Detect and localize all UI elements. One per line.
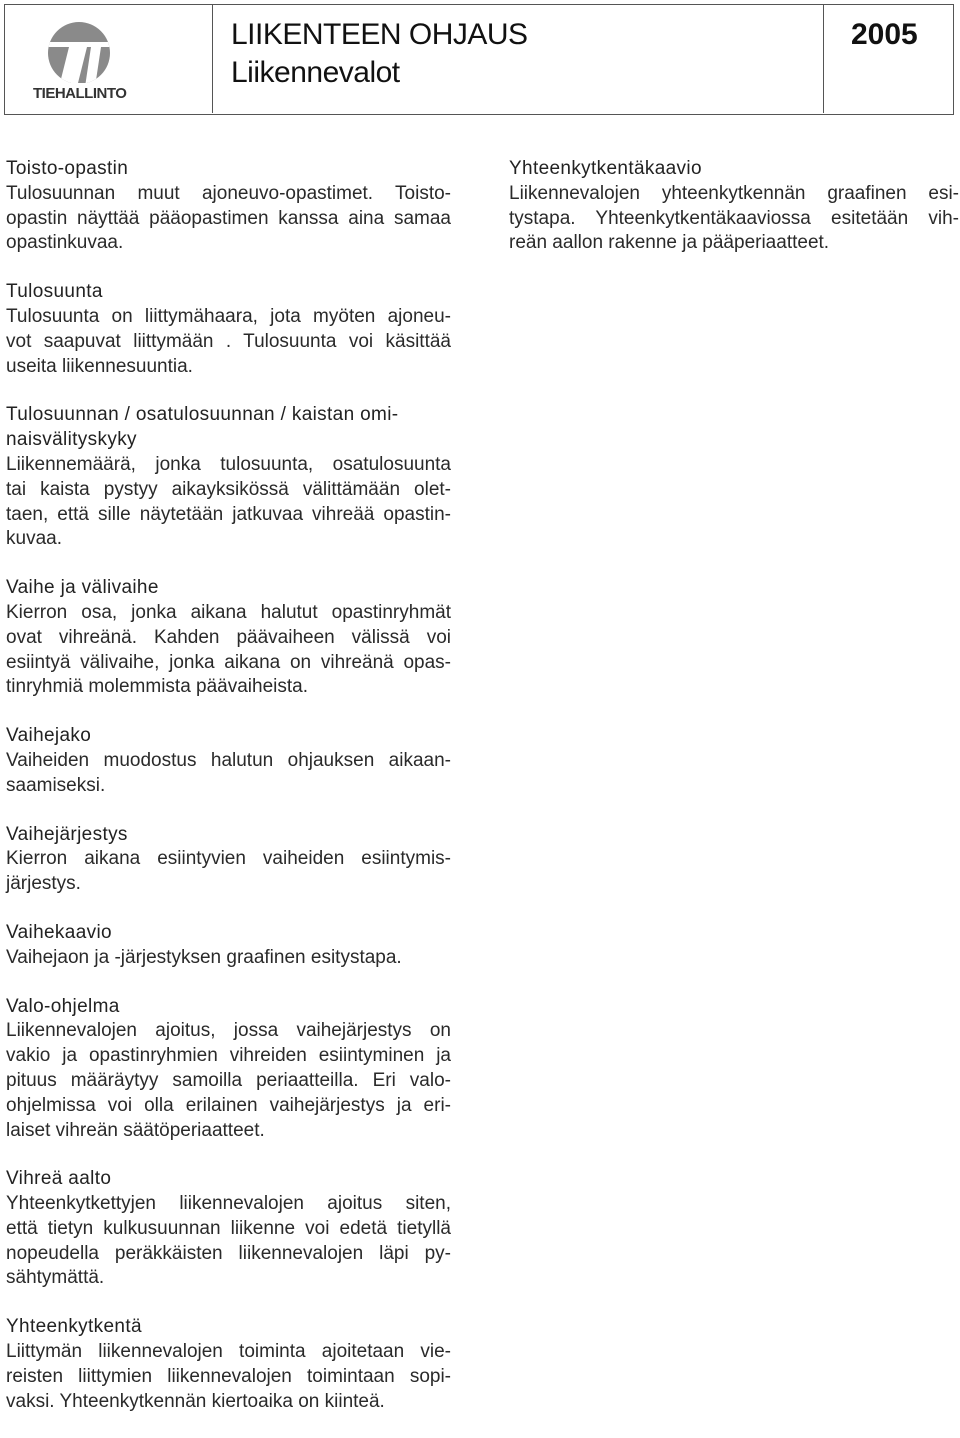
definition-line: vakio ja opastinryhmien vihreiden esiintyminen ja [6, 1045, 451, 1067]
glossary-term: Toisto-opastin [6, 158, 129, 179]
document-subtitle: Liikennevalot [231, 56, 400, 89]
glossary-entry [6, 724, 451, 798]
glossary-entry [6, 576, 451, 700]
left-column [6, 157, 451, 1438]
definition-line: Yhteenkytkettyjen liikennevalojen ajoitus siten, [6, 1193, 451, 1215]
definition-line: sähtymättä. [6, 1267, 105, 1289]
definition-line: että tietyn kulkusuunnan liikenne voi edetä tietyllä [6, 1217, 451, 1239]
glossary-term: Vaihekaavio [6, 921, 112, 943]
glossary-definition [6, 305, 451, 379]
glossary-term: Tulosuunta [6, 281, 103, 303]
definition-line: Kierron aikana esiintyvien vaiheiden esiintymis- [6, 848, 451, 870]
definition-line: opastin näyttää pääopastimen kanssa aina samaa [6, 207, 451, 229]
definition-line: tinryhmiä molemmista päävaiheista. [6, 676, 309, 698]
glossary-definition [6, 749, 451, 799]
definition-line: Tulosuunnan muut ajoneuvo-opastimet. Toisto- [6, 182, 451, 204]
definition-line: esiintyä välivaihe, jonka aikana on vihreänä opas- [6, 651, 451, 673]
definition-line: vot saapuvat liittymään . Tulosuunta voi käsittää [6, 330, 451, 352]
glossary-entry [6, 921, 451, 971]
glossary-definition [6, 946, 451, 971]
definition-line: Liikennevalojen yhteenkytkennän graafinen esi- [509, 182, 959, 204]
title-area [213, 5, 824, 113]
definition-line: tystapa. Yhteenkytkentäkaaviossa esitetään vih- [509, 207, 959, 229]
definition-line: kuvaa. [6, 528, 62, 550]
glossary-entry [6, 1167, 451, 1291]
definition-line: Liikennemäärä, jonka tulosuunta, osatulosuunta [6, 453, 451, 475]
glossary-definition [6, 847, 451, 897]
definition-line: Vaiheiden muodostus halutun ohjauksen aikaan- [6, 749, 451, 771]
glossary-definition [6, 601, 451, 700]
glossary-entry [509, 157, 959, 256]
definition-line: Kierron osa, jonka aikana halutut opastinryhmät [6, 601, 451, 623]
definition-line: järjestys. [6, 873, 81, 895]
definition-line: ovat vihreänä. Kahden päävaiheen välissä voi [6, 626, 451, 648]
glossary-entry [6, 157, 451, 256]
glossary-entry [6, 403, 451, 552]
glossary-term: Yhteenkytkentä [6, 1316, 142, 1338]
right-column [509, 157, 959, 280]
document-title: LIIKENTEEN OHJAUS [231, 18, 528, 51]
glossary-term: Vaihejärjestys [6, 823, 128, 845]
definition-line: useita liikennesuuntia. [6, 355, 193, 377]
document-year: 2005 [851, 18, 918, 51]
glossary-entry [6, 995, 451, 1144]
definition-line: ohjelmissa voi olla erilainen vaihejärjestys ja eri- [6, 1094, 451, 1116]
glossary-term: Vaihe ja välivaihe [6, 577, 159, 599]
year-area [825, 5, 953, 113]
definition-line: Vaihejaon ja -järjestyksen graafinen esitystapa. [6, 946, 402, 968]
glossary-term-continued: naisvälityskyky [6, 429, 137, 451]
definition-line: Liikennevalojen ajoitus, jossa vaihejärjestys on [6, 1020, 451, 1042]
glossary-definition [6, 1192, 451, 1291]
definition-line: nopeudella peräkkäisten liikennevalojen läpi py- [6, 1242, 451, 1264]
glossary-term: Vaihejako [6, 725, 92, 747]
glossary-definition [6, 1019, 451, 1143]
glossary-term: Tulosuunnan / osatulosuunnan / kaistan omi- [6, 404, 399, 426]
definition-line: reisten liittymien liikennevalojen toimintaan sopi- [6, 1365, 451, 1387]
logo-area [5, 5, 213, 113]
definition-line: Liittymän liikennevalojen toiminta ajoitetaan vie- [6, 1341, 451, 1363]
page-header [4, 4, 954, 115]
logo-text: TIEHALLINTO [33, 85, 127, 102]
definition-line: saamiseksi. [6, 774, 106, 796]
definition-line: vaksi. Yhteenkytkennän kiertoaika on kiinteä. [6, 1390, 385, 1412]
definition-line: tai kaista pystyy aikayksikössä välittämään olet- [6, 478, 451, 500]
glossary-entry [6, 823, 451, 897]
definition-line: laiset vihreän säätöperiaatteet. [6, 1119, 265, 1141]
glossary-entry [6, 280, 451, 379]
glossary-definition [6, 182, 451, 256]
glossary-entry [6, 1315, 451, 1414]
glossary-term: Valo-ohjelma [6, 995, 120, 1017]
glossary-term: Vihreä aalto [6, 1168, 112, 1190]
definition-line: reän aallon rakenne ja pääperiaatteet. [509, 232, 830, 254]
glossary-definition [509, 182, 959, 256]
definition-line: opastinkuvaa. [6, 232, 124, 254]
glossary-definition [6, 1340, 451, 1414]
definition-line: Tulosuunta on liittymähaara, jota myöten ajoneu- [6, 305, 451, 327]
definition-line: pituus määräytyy samoilla periaatteilla. Eri valo- [6, 1069, 451, 1091]
definition-line: taen, että sille näytetään jatkuvaa vihreää opastin- [6, 503, 451, 525]
glossary-term: Yhteenkytkentäkaavio [509, 158, 702, 179]
tiehallinto-logo-icon [29, 17, 129, 83]
glossary-definition [6, 453, 451, 552]
